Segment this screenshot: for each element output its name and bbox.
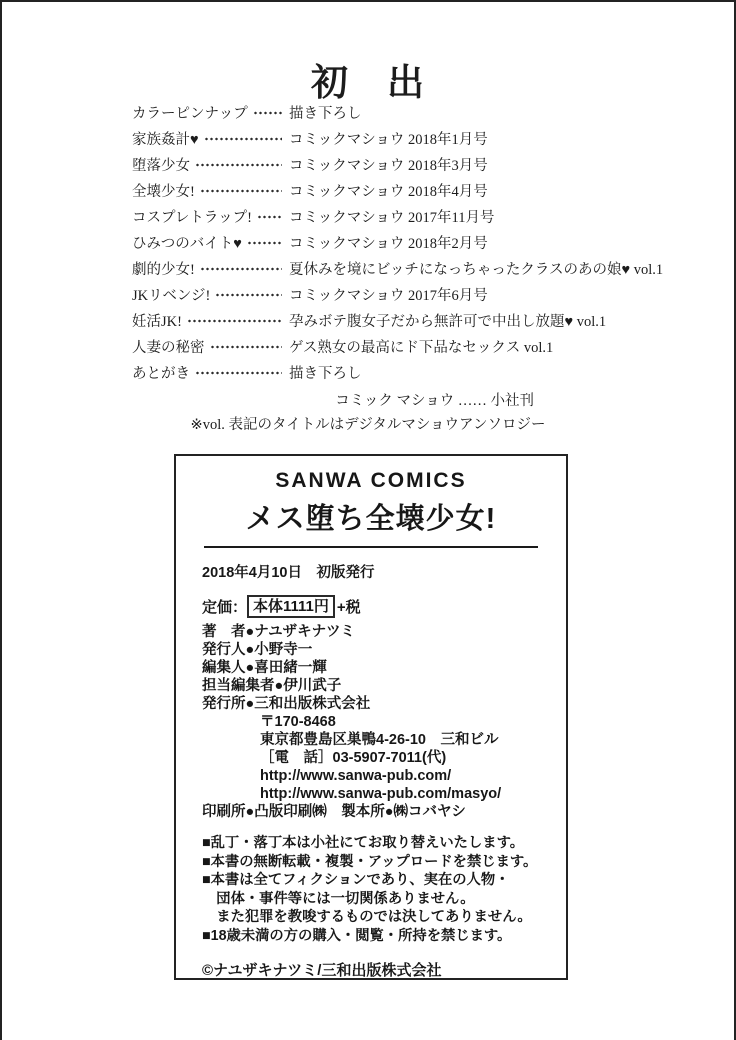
credit-row	[132, 359, 692, 385]
notice-line: 団体・事件等には一切関係ありません。	[202, 890, 475, 907]
dotted-leader	[187, 319, 282, 323]
notice-line: ■本書の無断転載・複製・アップロードを禁じます。	[202, 853, 538, 870]
credit-label: 堕落少女	[132, 157, 190, 174]
legal-notices	[202, 834, 540, 945]
publisher-person-line: 発行人●小野寺一	[202, 642, 313, 658]
credit-label: コスプレトラップ!	[132, 209, 252, 226]
credit-label: 妊活JK!	[132, 313, 182, 330]
dotted-leader	[200, 189, 282, 193]
dotted-leader	[247, 241, 282, 245]
credit-row	[132, 229, 692, 255]
edition-date: 2018年4月10日 初版発行	[202, 565, 375, 581]
price-label: 定価：	[202, 599, 248, 616]
publishing-house-line: 発行所●三和出版株式会社	[202, 696, 371, 712]
credit-source: 孕みボテ腹女子だから無許可で中出し放題♥ vol.1	[289, 313, 607, 330]
price-tax-suffix: +税	[336, 599, 361, 616]
editor-line: 編集人●喜田緒一輝	[202, 660, 327, 676]
colophon-box	[174, 454, 568, 980]
price-line	[202, 595, 540, 618]
publisher-note: コミック マショウ …… 小社刊	[335, 393, 534, 409]
credit-source: ゲス熟女の最高にド下品なセックス vol.1	[289, 339, 554, 356]
credit-label: 人妻の秘密	[132, 339, 205, 356]
dotted-leader	[210, 345, 283, 349]
first-publication-list	[132, 99, 692, 385]
credit-label: カラーピンナップ	[132, 105, 248, 122]
credit-source: コミックマショウ 2018年2月号	[289, 235, 488, 252]
credit-row	[132, 151, 692, 177]
page-title: 初 出	[311, 63, 425, 104]
credit-row	[132, 255, 692, 281]
dotted-leader	[253, 111, 282, 115]
credit-row	[132, 333, 692, 359]
dotted-leader	[215, 293, 282, 297]
printer-binder-line: 印刷所●凸版印刷㈱ 製本所●㈱コバヤシ	[202, 804, 466, 820]
dotted-leader	[204, 137, 282, 141]
credit-label: 劇的少女!	[132, 261, 195, 278]
vol-notation-note: ※vol. 表記のタイトルはデジタルマショウアンソロジー	[190, 417, 546, 433]
copyright-line: ©ナユザキナツミ/三和出版株式会社	[202, 962, 442, 979]
notice-line: ■本書は全てフィクションであり、実在の人物・	[202, 872, 510, 888]
staff-block	[202, 623, 540, 713]
book-title: メス堕ち全壊少女!	[245, 503, 497, 535]
street-address: 東京都豊島区巣鴨4-26-10 三和ビル	[260, 732, 499, 748]
publisher-url: http://www.sanwa-pub.com/	[260, 768, 452, 784]
credit-label: あとがき	[132, 365, 190, 382]
dotted-leader	[195, 371, 282, 375]
credit-row	[132, 125, 692, 151]
imprint-name: SANWA COMICS	[275, 469, 467, 492]
credit-label: JKリベンジ!	[132, 287, 211, 304]
credit-source: コミックマショウ 2018年4月号	[289, 183, 488, 200]
notice-line: ■乱丁・落丁本は小社にてお取り替えいたします。	[202, 835, 525, 851]
dotted-leader	[200, 267, 282, 271]
credit-row	[132, 281, 692, 307]
notice-line: また犯罪を教唆するものでは決してありません。	[202, 909, 532, 925]
credit-source: コミックマショウ 2018年3月号	[289, 157, 488, 174]
credit-row	[132, 307, 692, 333]
dotted-leader	[257, 215, 282, 219]
price-boxed-value: 本体1111円	[247, 595, 335, 618]
credit-source: コミックマショウ 2017年11月号	[289, 209, 495, 226]
credit-source: 描き下ろし	[289, 105, 362, 122]
postal-code: 〒170-8468	[260, 714, 336, 730]
credit-row	[132, 177, 692, 203]
credit-row	[132, 203, 692, 229]
credit-source: 夏休みを境にビッチになっちゃったクラスのあの娘♥ vol.1	[289, 261, 664, 278]
credit-label: ひみつのバイト♥	[132, 235, 242, 252]
credit-label: 家族姦計♥	[132, 131, 199, 148]
credit-source: 描き下ろし	[289, 365, 362, 382]
masyo-url: http://www.sanwa-pub.com/masyo/	[260, 786, 502, 802]
publisher-address-block	[202, 713, 540, 803]
notice-line: ■18歳未満の方の購入・閲覧・所持を禁じます。	[202, 927, 512, 944]
managing-editor-line: 担当編集者●伊川武子	[202, 678, 342, 694]
credit-label: 全壊少女!	[132, 183, 195, 200]
credit-source: コミックマショウ 2017年6月号	[289, 287, 488, 304]
credit-source: コミックマショウ 2018年1月号	[289, 131, 488, 148]
phone-line: ［電 話］03-5907-7011(代)	[260, 750, 447, 766]
author-line: 著 者●ナユザキナツミ	[202, 624, 356, 640]
divider	[204, 546, 538, 548]
dotted-leader	[195, 163, 282, 167]
credit-row	[132, 99, 692, 125]
